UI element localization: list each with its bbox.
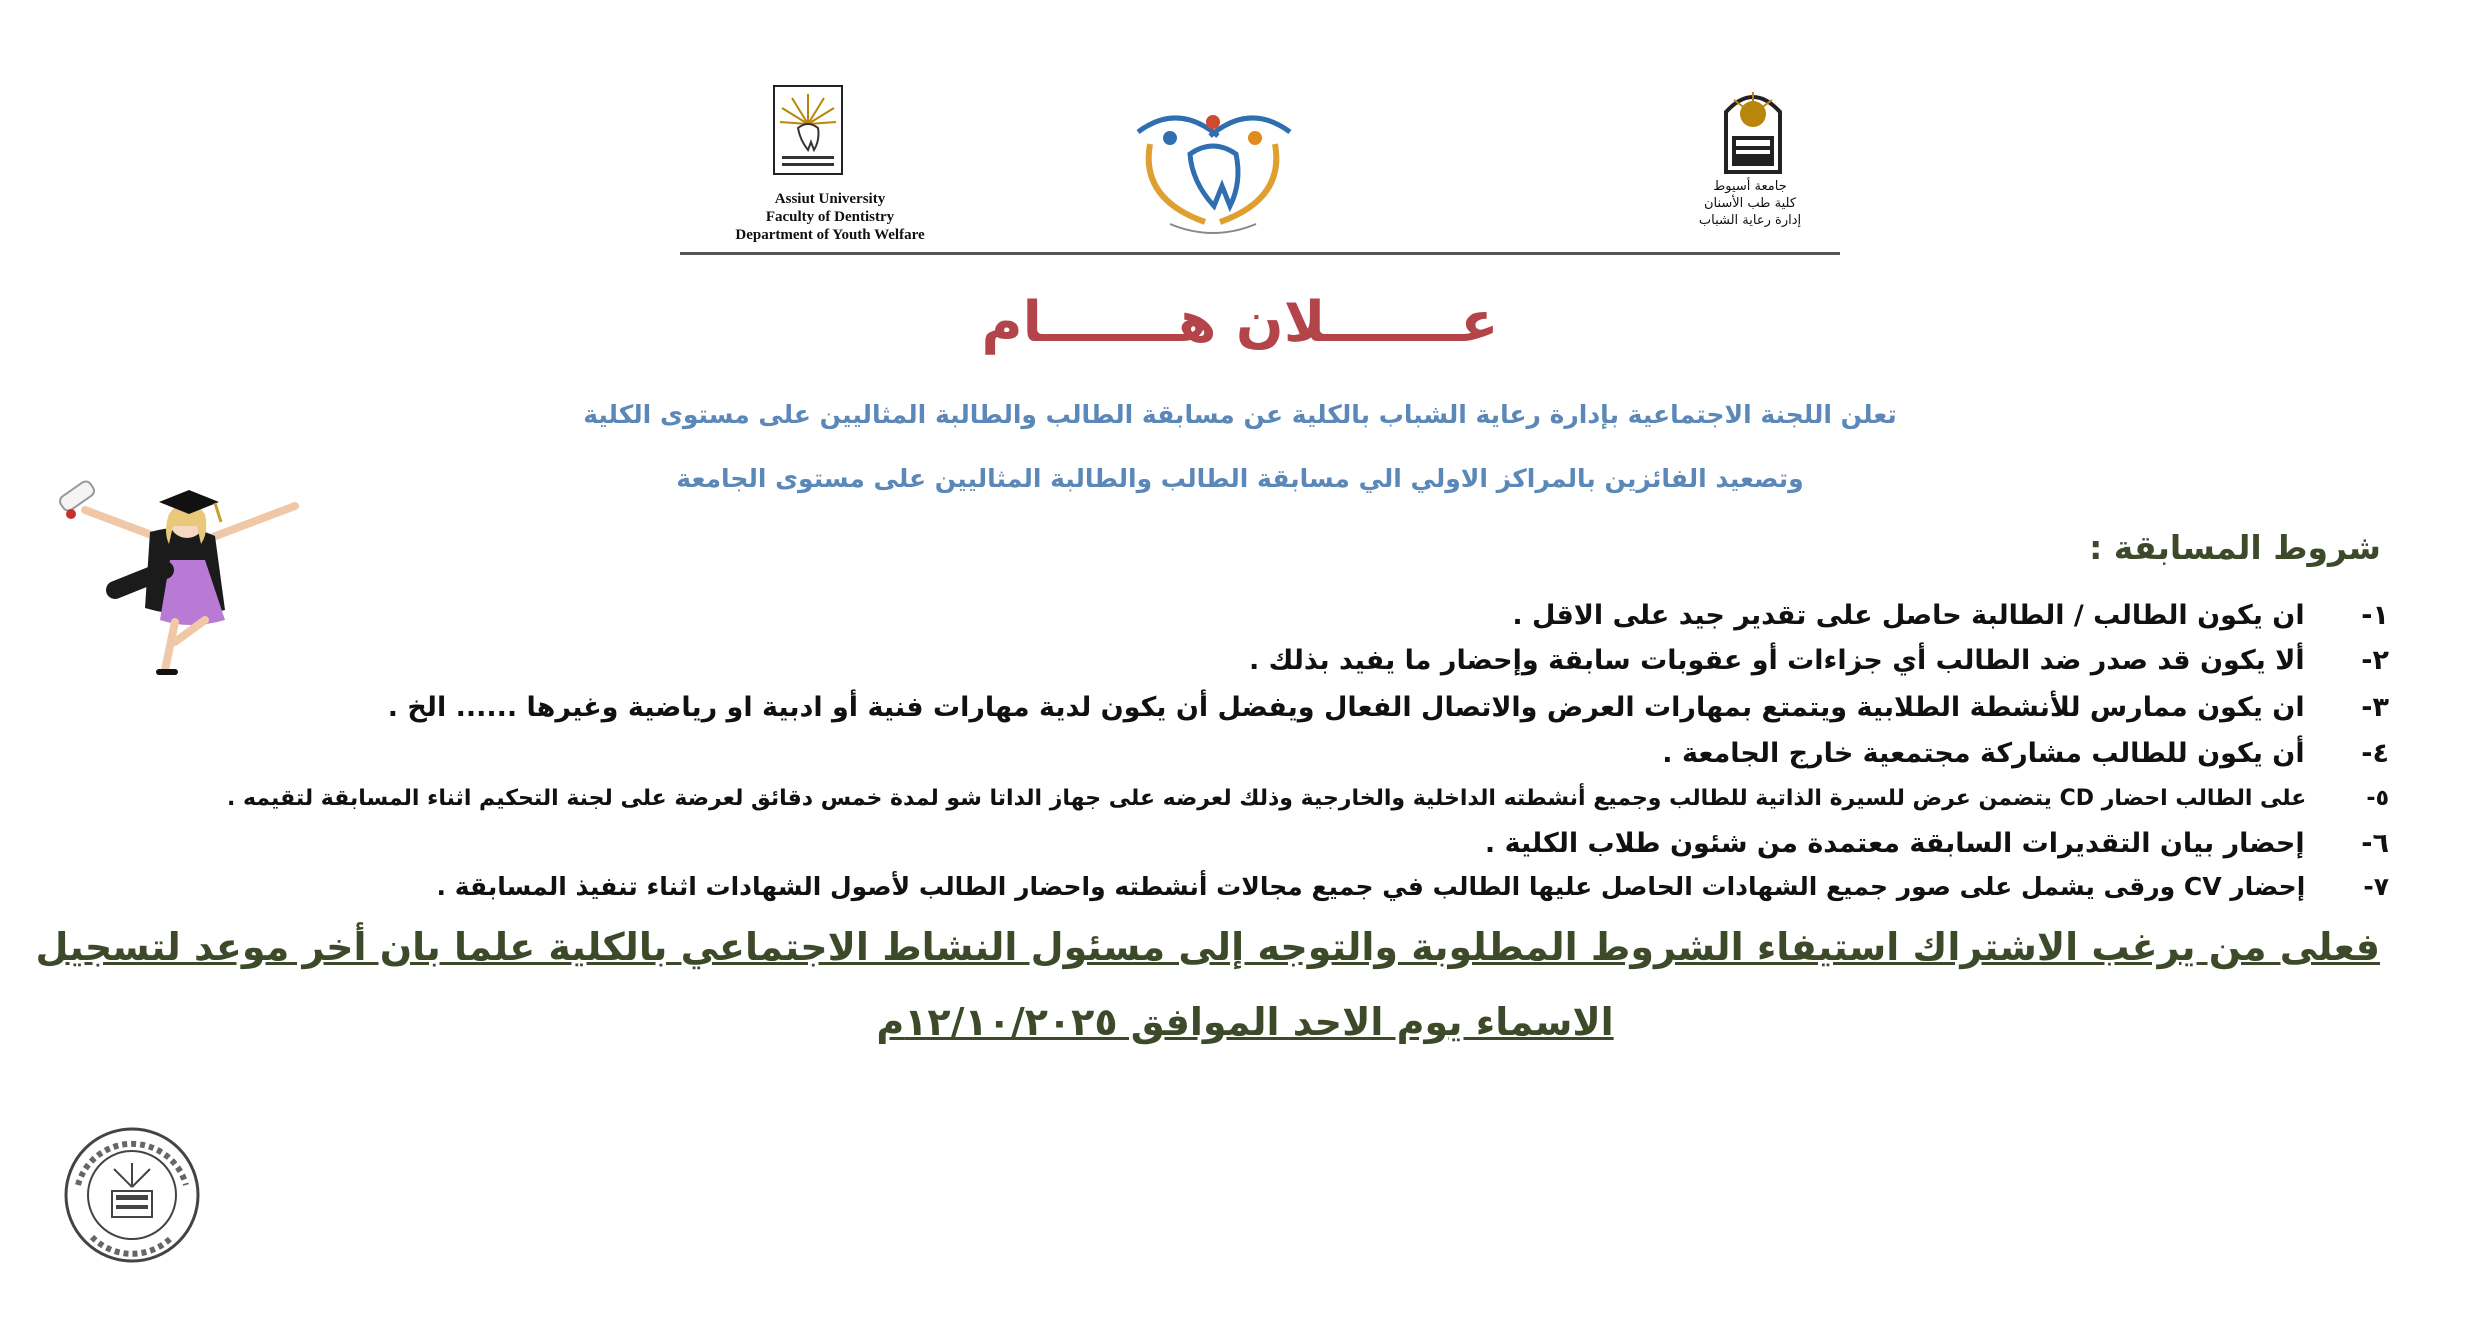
header-divider (680, 252, 1840, 255)
condition-item (129, 738, 2389, 769)
condition-item (129, 600, 2389, 631)
condition-text: إحضار CV ورقى يشمل على صور جميع الشهادات الحاصل عليها الطالب في جميع مجالات أنشطته واحضار الطالب لأصول الشهادات اثناء تنفيذ المسابقة . (436, 872, 2306, 901)
arabic-header-line: جامعة أسيوط (1713, 179, 1787, 194)
condition-text: ان يكون ممارس للأنشطة الطلابية ويتمتع بمهارات العرض والاتصال الفعال ويفضل أن يكون لدية مهارات فنية أو ادبية او رياضية وغيرها ...... الخ . (387, 692, 2305, 723)
condition-item (129, 786, 2389, 811)
condition-item (129, 692, 2389, 723)
university-logo (1722, 84, 1784, 176)
condition-text: على الطالب احضار CD يتضمن عرض للسيرة الذاتية للطالب وجميع أنشطته الداخلية والخارجية وذلك لعرضه على جهاز الداتا شو لمدة خمس دقائق لعرضة على لجنة التحكيم اثناء المسابقة لتقيمه . (226, 786, 2307, 811)
condition-text: ان يكون الطالب / الطالبة حاصل على تقدير جيد على الاقل . (1512, 600, 2305, 631)
official-stamp (62, 1125, 202, 1265)
condition-number: ٦- (2361, 828, 2389, 859)
english-header (680, 190, 980, 244)
condition-number: ٥- (2366, 786, 2389, 811)
condition-text: أن يكون للطالب مشاركة مجتمعية خارج الجامعة . (1662, 738, 2305, 769)
condition-item (129, 872, 2389, 901)
intro-line-1: تعلن اللجنة الاجتماعية بإدارة رعاية الشباب بالكلية عن مسابقة الطالب والطالبة المثاليين على مستوى الكلية (583, 400, 1897, 429)
youth-welfare-logo (1120, 92, 1305, 242)
condition-text: ألا يكون قد صدر ضد الطالب أي جزاءات أو عقوبات سابقة وإحضار ما يفيد بذلك . (1248, 645, 2305, 676)
condition-text: إحضار بيان التقديرات السابقة معتمدة من شئون طلاب الكلية . (1484, 828, 2305, 859)
arabic-header-line: كلية طب الأسنان (1703, 196, 1797, 211)
english-header-line: Assiut University (774, 191, 886, 207)
arabic-header-line: إدارة رعاية الشباب (1698, 213, 1802, 228)
intro-line-2: وتصعيد الفائزين بالمراكز الاولي الي مسابقة الطالب والطالبة المثاليين على مستوى الجامعة (676, 464, 1804, 493)
registration-note-line-1: فعلى من يرغب الاشتراك استيفاء الشروط المطلوبة والتوجه إلى مسئول النشاط الاجتماعي بالكلية علما بان أخر موعد لتسجيل (35, 925, 2380, 969)
condition-number: ٢- (2361, 645, 2389, 676)
english-header-line: Department of Youth Welfare (735, 227, 925, 243)
english-header-line: Faculty of Dentistry (765, 209, 895, 225)
arabic-header (1680, 178, 1820, 229)
conditions-heading: شروط المسابقة : (2089, 528, 2381, 567)
condition-number: ٧- (2363, 872, 2389, 901)
condition-number: ١- (2361, 600, 2389, 631)
registration-note-line-2: الاسماء يوم الاحد الموافق ١٢/١٠/٢٠٢٥م (876, 1000, 1614, 1044)
condition-number: ٣- (2361, 692, 2389, 723)
condition-number: ٤- (2361, 738, 2389, 769)
condition-item (129, 828, 2389, 859)
announcement-title: عـــــــلان هـــــــام (981, 290, 1499, 355)
condition-item (129, 645, 2389, 676)
faculty-logo (772, 84, 844, 176)
